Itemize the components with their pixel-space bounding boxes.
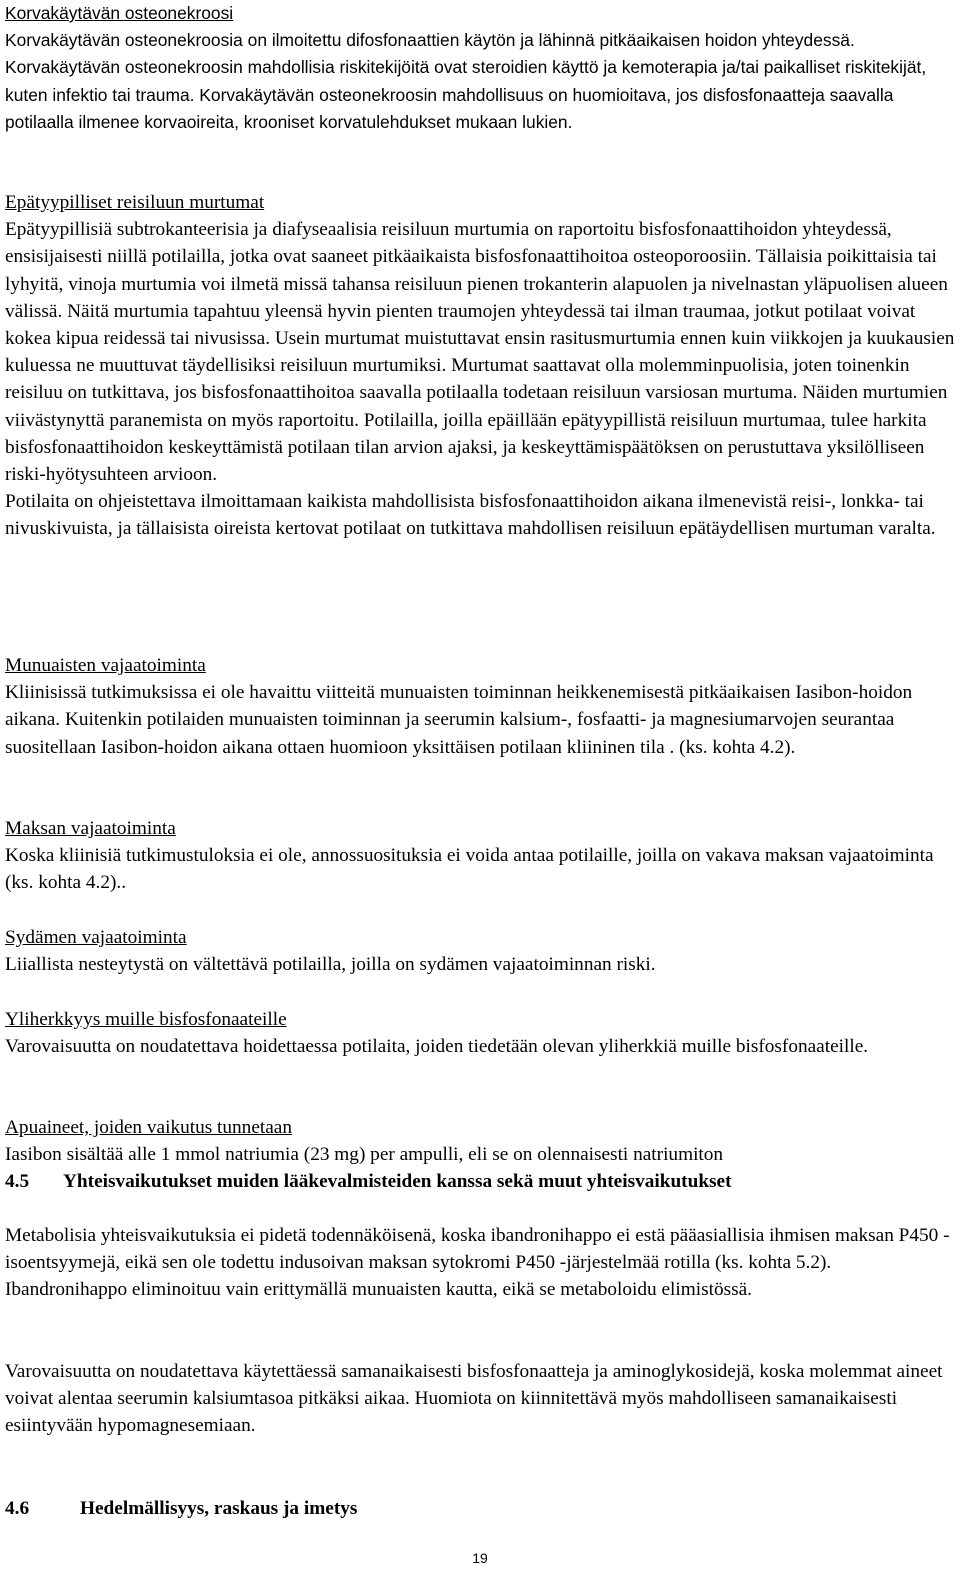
heading-excipients: Apuaineet, joiden vaikutus tunnetaan (5, 1117, 292, 1138)
heading-hypersensitivity: Yliherkkyys muille bisfosfonaateille (5, 1009, 287, 1030)
section-4-6-number: 4.6 (5, 1498, 30, 1519)
heading-renal-impairment: Munuaisten vajaatoiminta (5, 655, 206, 676)
section-4-5-title-text: Yhteisvaikutukset muiden lääkevalmisteiden kanssa sekä muut yhteisvaikutukset (63, 1171, 732, 1192)
section-excipients (5, 1114, 955, 1168)
paragraph-ear-osteonecrosis: Korvakäytävän osteonekroosia on ilmoitettu difosfonaattien käytön ja lähinnä pitkäaikaisen hoidon yhteydessä. Korvakäytävän osteonekroosin mahdollisia riskitekijöitä ovat steroidien käyttö ja kemoterapia ja/tai paikalliset riskitekijät, kuten infektio tai trauma. Korvakäytävän osteonekroosin mahdollisuus on huomioitava, jos disfosfonaatteja saavalla potilaalla ilmenee korvaoireita, krooniset korvatulehdukset mukaan lukien. (5, 30, 927, 132)
section-4-5-title (5, 1168, 955, 1195)
heading-hepatic-impairment: Maksan vajaatoiminta (5, 818, 176, 839)
paragraph-atypical-fractures-1: Epätyypillisiä subtrokanteerisia ja diafyseaalisia reisiluun murtumia on raportoitu bisfosfonaattihoidon yhteydessä, ensisijaisesti niillä potilailla, jotka ovat saaneet pitkäaikaista bisfosfonaattihoitoa osteoporoosiin. Tällaisia poikittaisia tai lyhyitä, vinoja murtumia voi ilmetä missä tahansa reisiluun pienen trokanterin alapuolen ja nivelnastan yläpuolisen alueen välissä. Näitä murtumia tapahtuu yleensä hyvin pienten traumojen yhteydessä tai ilman traumaa, jotkut potilaat voivat kokea kipua reidessä tai nivusissa. Usein murtumat muistuttavat ensin rasitusmurtumia ennen kuin viikkojen ja kuukausien kuluessa ne muuttuvat täydellisiksi reisiluun murtumiksi. Murtumat saattavat olla molemminpuolisia, joten toinenkin reisiluu on tutkittava, jos bisfosfonaattihoitoa saavalla potilaalla todetaan reisiluun varsiosan murtuma. Näiden murtumien viivästynyttä paranemista on myös raportoitu. Potilailla, joilla epäillään epätyypillistä reisiluun murtumaa, tulee harkita bisfosfonaattihoidon keskeyttämistä potilaan tilan arvion ajaksi, ja keskeyttämispäätöksen on perustuttava yksilölliseen riski-hyötysuhteen arvioon. (5, 219, 955, 486)
paragraph-atypical-fractures-2: Potilaita on ohjeistettava ilmoittamaan kaikista mahdollisista bisfosfonaattihoidon aikana ilmenevistä reisi-, lonkka- tai nivuskivuista, ja tällaisista oireista kertovat potilaat on tutkittava mahdollisen reisiluun epätäydellisen murtuman varalta. (5, 491, 936, 540)
section-hypersensitivity (5, 1006, 955, 1060)
section-atypical-fractures (5, 189, 955, 543)
paragraph-hepatic-impairment: Koska kliinisiä tutkimustuloksia ei ole, annossuosituksia ei voida antaa potilaille, joilla on vakava maksan vajaatoiminta (ks. kohta 4.2).. (5, 845, 934, 894)
paragraph-hypersensitivity: Varovaisuutta on noudatettava hoidettaessa potilaita, joiden tiedetään olevan yliherkkiä muille bisfosfonaateille. (5, 1036, 869, 1058)
page-number: 19 (472, 1550, 488, 1566)
section-renal-impairment (5, 652, 955, 761)
section-4-5 (5, 1168, 955, 1195)
section-4-6 (5, 1495, 955, 1522)
section-cardiac-impairment (5, 924, 955, 978)
section-4-5-body-1 (5, 1222, 955, 1304)
section-4-6-title (5, 1495, 955, 1522)
paragraph-interactions-1: Metabolisia yhteisvaikutuksia ei pidetä todennäköisenä, koska ibandronihappo ei estä pääasiallisia ihmisen maksan P450 -isoentsyymejä, eikä sen ole todettu indusoivan maksan sytokromi P450 -järjestelmää rotilla (ks. kohta 5.2). Ibandronihappo eliminoituu vain erittymällä munuaisten kautta, eikä se metaboloidu elimistössä. (5, 1225, 950, 1301)
heading-cardiac-impairment: Sydämen vajaatoiminta (5, 927, 187, 948)
paragraph-interactions-2: Varovaisuutta on noudatettava käytettäessä samanaikaisesti bisfosfonaatteja ja aminoglykosidejä, koska molemmat aineet voivat alentaa seerumin kalsiumtasoa pitkäksi aikaa. Huomiota on kiinnitettävä myös mahdolliseen samanaikaisesti esiintyvään hypomagnesemiaan. (5, 1361, 943, 1437)
section-4-6-title-text: Hedelmällisyys, raskaus ja imetys (80, 1498, 358, 1519)
heading-ear-osteonecrosis: Korvakäytävän osteonekroosi (5, 3, 234, 23)
section-4-5-number: 4.5 (5, 1171, 30, 1192)
section-4-5-body-2 (5, 1358, 955, 1440)
paragraph-renal-impairment: Kliinisissä tutkimuksissa ei ole havaittu viitteitä munuaisten toiminnan heikkenemisestä pitkäaikaisen Iasibon-hoidon aikana. Kuitenkin potilaiden munuaisten toiminnan ja seerumin kalsium-, fosfaatti- ja magnesiumarvojen seurantaa suositellaan Iasibon-hoidon aikana ottaen huomioon yksittäisen potilaan kliininen tila . (ks. kohta 4.2). (5, 682, 913, 758)
heading-atypical-fractures: Epätyypilliset reisiluun murtumat (5, 192, 265, 213)
paragraph-cardiac-impairment: Liiallista nesteytystä on vältettävä potilailla, joilla on sydämen vajaatoiminnan riski. (5, 954, 656, 976)
section-ear-osteonecrosis (5, 0, 955, 136)
section-hepatic-impairment (5, 815, 955, 897)
paragraph-excipients: Iasibon sisältää alle 1 mmol natriumia (23 mg) per ampulli, eli se on olennaisesti natriumiton (5, 1144, 724, 1166)
